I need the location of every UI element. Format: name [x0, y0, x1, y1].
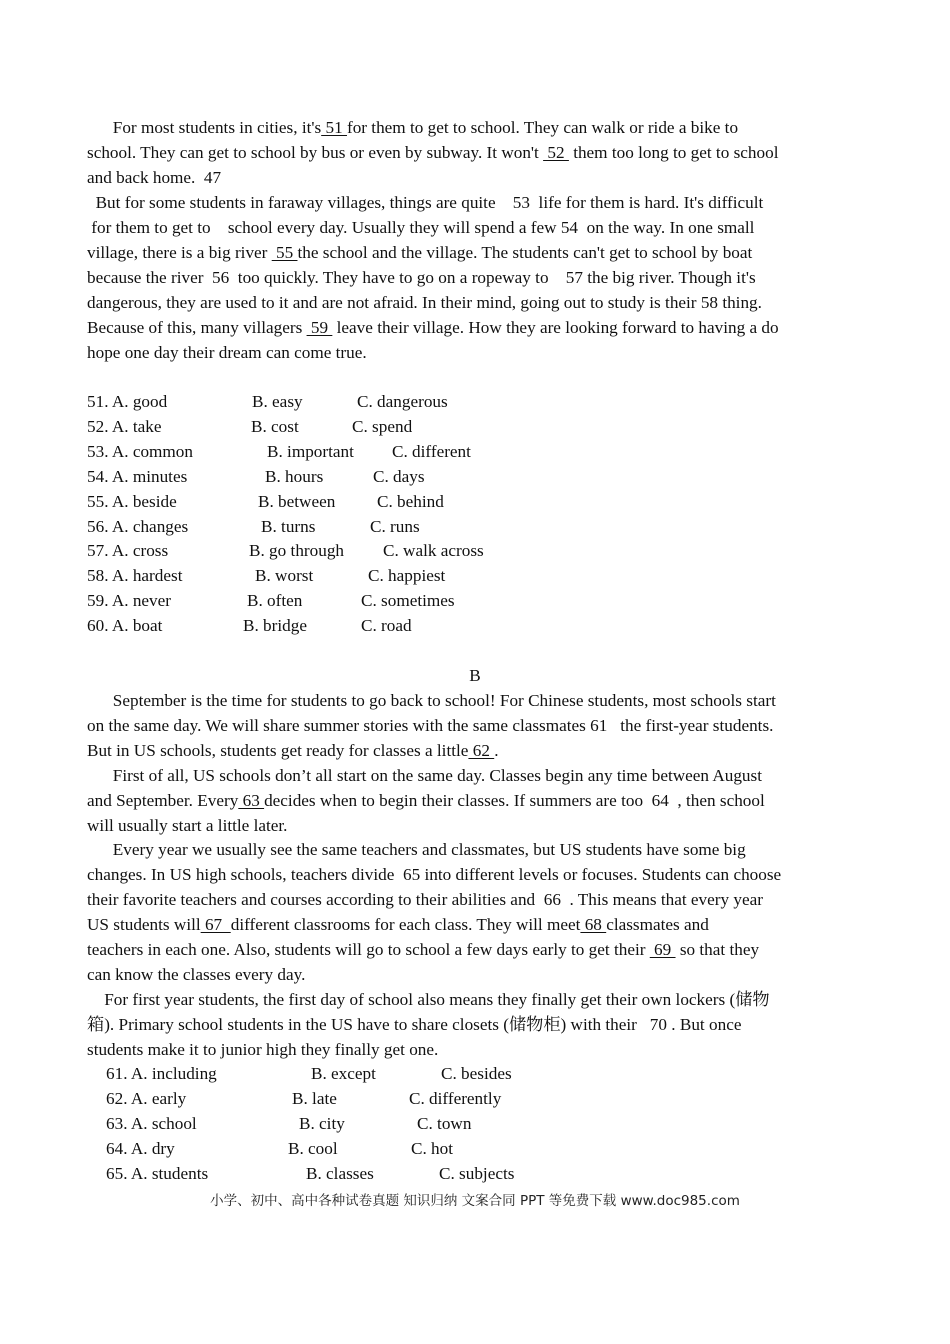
text-run: changes. In US high schools, teachers divide 65 into different levels or focuses. Students can choose: [87, 865, 782, 885]
question-option-c: C. hot: [411, 1139, 454, 1158]
text-run: classmates and: [606, 915, 709, 935]
blank-number: 69: [649, 940, 676, 959]
passage-line: [87, 937, 759, 962]
passage-line: [87, 912, 709, 937]
text-run: for them to get to school every day. Usually they will spend a few 54 on the way. In one small: [87, 218, 755, 237]
passage-line: [87, 713, 773, 738]
text-run: September is the time for students to go back to school! For Chinese students, most schools start: [87, 691, 776, 710]
question-option-c: C. dangerous: [357, 392, 448, 411]
question-option-c: C. runs: [370, 516, 420, 536]
text-run: students make it to junior high they finally get one.: [87, 1039, 439, 1059]
text-run: dangerous, they are used to it and are not afraid. In their mind, going out to study is their 58 thing.: [87, 293, 762, 312]
question-option-b: B. hours: [265, 466, 324, 486]
question-option-b: B. worst: [255, 566, 314, 586]
text-run: hope one day their dream can come true.: [87, 343, 367, 362]
question-option-b: B. easy: [252, 392, 303, 411]
text-run: village, there is a big river: [87, 243, 272, 262]
text-run: But in US schools, students get ready for classes a little: [87, 740, 469, 760]
text-run: Because of this, many villagers: [87, 318, 307, 337]
passage-line: [87, 738, 499, 763]
passage-line: [87, 763, 762, 788]
passage-line: [87, 813, 287, 838]
text-run: because the river 56 too quickly. They have to go on a ropeway to 57 the big river. Though it's: [87, 268, 756, 287]
question-option-b: B. bridge: [243, 616, 307, 636]
passage-line: [87, 315, 779, 340]
passage-line: [87, 862, 781, 887]
question-option-b: B. late: [292, 1089, 337, 1108]
text-run: different classrooms for each class. They will meet: [230, 915, 581, 935]
question-option-b: B. except: [311, 1064, 376, 1083]
passage-line: [87, 688, 776, 713]
footer-text: 小学、初中、高中各种试卷真题 知识归纳 文案合同 PPT 等免费下载 www.doc985.com: [210, 1193, 740, 1209]
section-b-title: B: [469, 666, 481, 685]
passage-line: [87, 1012, 741, 1037]
question-option-b: B. cost: [251, 416, 299, 436]
blank-number: 51: [321, 118, 347, 137]
text-run: so that they: [675, 940, 760, 959]
text-run: the school and the village. The students can't get to school by boat: [297, 243, 753, 262]
text-run: them too long to get to school: [568, 143, 779, 162]
question-option-b: B. classes: [306, 1164, 374, 1183]
text-run: on the same day. We will share summer stories with the same classmates 61 the first-year students.: [87, 715, 774, 735]
question-option-b: B. turns: [261, 516, 316, 536]
question-option-a: 54. A. minutes: [87, 466, 188, 486]
question-option-c: C. sometimes: [361, 591, 455, 611]
question-option-c: C. days: [373, 466, 425, 486]
text-run: teachers in each one. Also, students will go to school a few days early to get their: [87, 940, 650, 959]
text-run: and September. Every: [87, 790, 239, 810]
question-option-a: 52. A. take: [87, 416, 162, 436]
text-run: .: [494, 740, 499, 760]
question-option-a: 53. A. common: [87, 441, 193, 461]
question-option-a: 57. A. cross: [87, 541, 169, 561]
question-option-c: C. differently: [409, 1089, 502, 1108]
text-run: 箱). Primary school students in the US have to share closets (储物柜) with their 70 . But once: [87, 1014, 742, 1034]
passage-line: [87, 837, 746, 862]
blank-number: 55: [271, 243, 298, 262]
passage-line: [87, 987, 770, 1012]
question-option-a: 60. A. boat: [87, 616, 163, 636]
question-option-c: C. road: [361, 616, 412, 636]
question-option-c: C. besides: [441, 1064, 512, 1083]
text-run: For first year students, the first day of school also means they finally get their own lockers (储物: [87, 989, 770, 1009]
question-option-a: 59. A. never: [87, 591, 172, 611]
blank-number: 52: [543, 143, 569, 162]
passage-line: [87, 165, 221, 190]
question-option-a: 65. A. students: [106, 1164, 209, 1183]
question-option-c: C. walk across: [383, 541, 484, 561]
question-option-a: 62. A. early: [106, 1089, 187, 1108]
question-option-a: 58. A. hardest: [87, 566, 183, 586]
blank-number: 67: [200, 915, 231, 935]
blank-number: 62: [468, 740, 495, 760]
question-option-b: B. often: [247, 591, 303, 611]
question-option-b: B. between: [258, 491, 336, 511]
question-option-c: C. behind: [377, 491, 444, 511]
question-option-c: C. happiest: [368, 566, 446, 586]
text-run: US students will: [87, 915, 201, 935]
question-option-a: 63. A. school: [106, 1114, 197, 1133]
question-option-b: B. city: [299, 1114, 345, 1133]
text-run: Every year we usually see the same teachers and classmates, but US students have some big: [87, 840, 746, 860]
passage-line: [87, 788, 765, 813]
text-run: their favorite teachers and courses according to their abilities and 66 . This means that every year: [87, 890, 763, 910]
passage-line: [87, 190, 763, 215]
passage-line: [87, 140, 778, 165]
passage-line: [87, 887, 763, 912]
passage-line: [87, 340, 367, 365]
question-option-c: C. town: [417, 1114, 472, 1133]
passage-line: [87, 115, 738, 140]
passage-line: [87, 962, 305, 987]
text-run: leave their village. How they are looking forward to having a do: [332, 318, 779, 337]
question-option-a: 61. A. including: [106, 1064, 217, 1083]
text-run: But for some students in faraway villages, things are quite 53 life for them is hard. It's difficult: [87, 193, 764, 212]
passage-line: [87, 215, 754, 240]
passage-line: [87, 265, 756, 290]
blank-number: 68: [580, 915, 607, 935]
text-run: will usually start a little later.: [87, 815, 288, 835]
text-run: school. They can get to school by bus or even by subway. It won't: [87, 143, 544, 162]
question-option-a: 55. A. beside: [87, 491, 177, 511]
text-run: First of all, US schools don’t all start on the same day. Classes begin any time between August: [87, 765, 762, 785]
text-run: and back home. 47: [87, 168, 222, 187]
text-run: decides when to begin their classes. If summers are too 64 , then school: [264, 790, 765, 810]
text-run: can know the classes every day.: [87, 964, 306, 984]
question-option-c: C. subjects: [439, 1164, 515, 1183]
question-option-a: 64. A. dry: [106, 1139, 175, 1158]
question-option-c: C. different: [392, 441, 471, 461]
passage-line: [87, 240, 752, 265]
passage-line: [87, 1037, 438, 1062]
question-option-c: C. spend: [352, 416, 413, 436]
blank-number: 63: [238, 790, 265, 810]
passage-line: [87, 290, 762, 315]
blank-number: 59: [306, 318, 333, 337]
question-option-b: B. important: [267, 441, 354, 461]
question-option-b: B. cool: [288, 1139, 338, 1158]
question-option-a: 56. A. changes: [87, 516, 189, 536]
text-run: For most students in cities, it's: [87, 118, 322, 137]
text-run: for them to get to school. They can walk or ride a bike to: [346, 118, 739, 137]
question-option-a: 51. A. good: [87, 392, 168, 411]
question-option-b: B. go through: [249, 541, 345, 561]
